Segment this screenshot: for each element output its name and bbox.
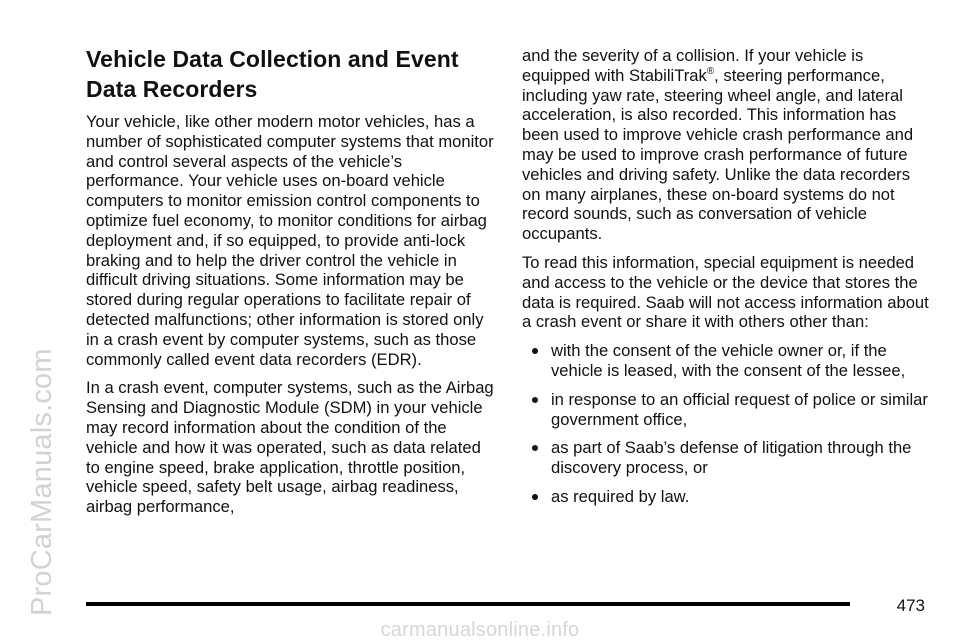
list-item [522,438,932,478]
list-item-text: as required by law. [551,486,690,506]
bullet-icon [532,397,538,403]
body-paragraph: In a crash event, computer systems, such as the Airbag Sensing and Diagnostic Module (SDM) in your vehicle may record information about the condition of the vehicle and how it was operated, such as data related to engine speed, brake application, throttle position, vehicle speed, safety belt usage, airbag readiness, airbag performance, [86,378,494,517]
list-item-text: as part of Saab’s defense of litigation through the discovery process, or [551,438,912,478]
list-item-text: with the consent of the vehicle owner or, if the vehicle is leased, with the consent of the lessee, [551,341,906,380]
list-item [522,487,932,507]
bullet-icon [532,494,538,500]
side-watermark: ProCarManuals.com [26,348,58,616]
body-paragraph: To read this information, special equipment is needed and access to the vehicle or the device that stores the data is required. Saab will not access information about a crash event or share it with others other than: [522,252,929,332]
bottom-watermark: carmanualsonline.info [380,619,580,641]
body-paragraph: Your vehicle, like other modern motor vehicles, has a number of sophisticated computer systems that monitor and control several aspects of the vehicle’s performance. Your vehicle uses on-board vehicle computers to monitor emission control components to optimize fuel economy, to monitor conditions for airbag deployment and, if so equipped, to provide anti-lock braking and to help the driver control the vehicle in difficult driving situations. Some information may be stored during regular operations to facilitate repair of detected malfunctions; other information is stored only in a crash event by computer systems, such as those commonly called event data recorders (EDR). [86,112,494,369]
bullet-icon [532,348,538,354]
list-item [522,341,932,381]
list-item [522,390,932,430]
page-number: 473 [896,596,925,615]
body-paragraph [522,46,932,244]
bullet-icon [532,445,538,451]
section-heading: Vehicle Data Collection and Event Data Recorders [86,46,459,102]
left-column [86,44,496,526]
paragraph-text: , steering performance, including yaw rate, steering wheel angle, and lateral acceleration, is also recorded. This information has been used to improve vehicle crash performance and may be used to improve crash performance of future vehicles and driving safety. Unlike the data recorders on many airplanes, these on-board systems do not record sounds, such as conversation of vehicle occupants. [522,65,914,244]
bullet-list [522,341,932,507]
paragraph-text: and the severity of a collision. If your vehicle is equipped with StabiliTrak [522,46,864,85]
list-item-text: in response to an official request of police or similar government office, [551,389,928,429]
footer-rule [86,602,850,606]
right-column [522,46,932,516]
registered-mark: ® [706,65,715,77]
